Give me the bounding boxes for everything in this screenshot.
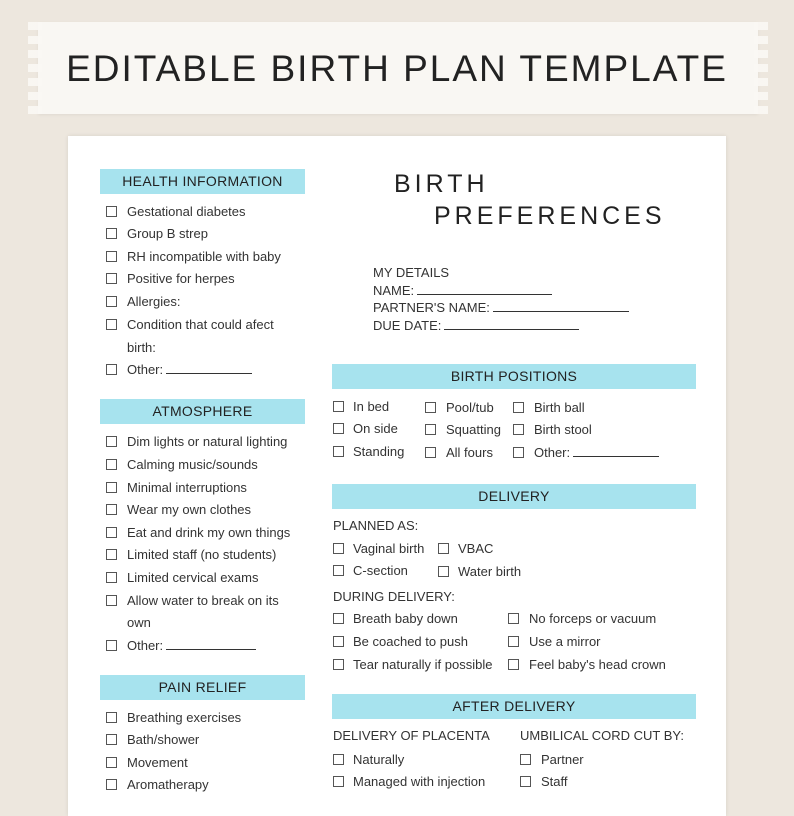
checkbox[interactable] [106, 482, 117, 493]
health-other-line [166, 372, 252, 374]
health-item: Allergies: [127, 294, 181, 309]
position-item: On side [353, 421, 398, 436]
checkbox[interactable] [508, 636, 519, 647]
placenta-item: Managed with injection [353, 774, 486, 789]
due-date-label: DUE DATE: [373, 318, 442, 333]
during-item: Breath baby down [353, 611, 458, 626]
checkbox[interactable] [106, 228, 117, 239]
planned-item: Water birth [458, 564, 522, 579]
name-line [417, 293, 552, 295]
atmosphere-item-cont: own [127, 615, 151, 630]
atmosphere-item: Wear my own clothes [127, 502, 252, 517]
pain-relief-header: PAIN RELIEF [100, 675, 305, 700]
partner-label: PARTNER'S NAME: [373, 300, 490, 315]
checkbox[interactable] [106, 640, 117, 651]
checkbox[interactable] [106, 273, 117, 284]
checkbox[interactable] [520, 754, 531, 765]
due-date-field[interactable] [373, 318, 579, 333]
cord-item: Partner [541, 752, 584, 767]
during-item: Feel baby's head crown [529, 657, 666, 672]
health-item: RH incompatible with baby [127, 249, 281, 264]
planned-item: Vaginal birth [353, 541, 425, 556]
checkbox[interactable] [438, 543, 449, 554]
health-other-label: Other: [127, 362, 164, 377]
checkbox[interactable] [106, 779, 117, 790]
atmosphere-other-label: Other: [127, 638, 164, 653]
checkbox[interactable] [333, 565, 344, 576]
checkbox[interactable] [425, 447, 436, 458]
my-details-heading: MY DETAILS [373, 265, 450, 280]
position-item: Birth stool [534, 422, 592, 437]
checkbox[interactable] [106, 459, 117, 470]
checkbox[interactable] [513, 424, 524, 435]
planned-item: VBAC [458, 541, 494, 556]
during-delivery-label: DURING DELIVERY: [333, 589, 455, 604]
doc-title-line1: BIRTH [394, 170, 489, 198]
checkbox[interactable] [106, 527, 117, 538]
checkbox[interactable] [425, 402, 436, 413]
health-item: Group B strep [127, 226, 208, 241]
checkbox[interactable] [106, 572, 117, 583]
name-label: NAME: [373, 283, 415, 298]
checkbox[interactable] [333, 636, 344, 647]
checkbox[interactable] [513, 447, 524, 458]
checkbox[interactable] [106, 364, 117, 375]
atmosphere-item: Limited staff (no students) [127, 547, 277, 562]
delivery-header: DELIVERY [332, 484, 696, 509]
checkbox[interactable] [333, 543, 344, 554]
atmosphere-other-field[interactable] [127, 638, 256, 653]
checkbox[interactable] [508, 659, 519, 670]
position-item: Squatting [446, 422, 501, 437]
pain-item: Breathing exercises [127, 710, 242, 725]
checkbox[interactable] [106, 549, 117, 560]
after-delivery-header: AFTER DELIVERY [332, 694, 696, 719]
checkbox[interactable] [333, 776, 344, 787]
cord-item: Staff [541, 774, 568, 789]
pain-item: Movement [127, 755, 188, 770]
health-item-cont: birth: [127, 340, 156, 355]
name-field[interactable] [373, 283, 552, 298]
placenta-label: DELIVERY OF PLACENTA [333, 728, 490, 743]
planned-as-label: PLANNED AS: [333, 518, 419, 533]
during-item: Tear naturally if possible [353, 657, 493, 672]
doc-title-line2: PREFERENCES [434, 202, 666, 230]
checkbox[interactable] [106, 251, 117, 262]
atmosphere-item: Dim lights or natural lighting [127, 434, 288, 449]
position-item: In bed [353, 399, 390, 414]
checkbox[interactable] [106, 504, 117, 515]
checkbox[interactable] [333, 754, 344, 765]
atmosphere-item: Limited cervical exams [127, 570, 259, 585]
banner-title: EDITABLE BIRTH PLAN TEMPLATE [66, 48, 728, 89]
partner-field[interactable] [373, 300, 629, 315]
position-item: Standing [353, 444, 405, 459]
checkbox[interactable] [106, 734, 117, 745]
position-item: Pool/tub [446, 400, 494, 415]
health-item: Positive for herpes [127, 271, 235, 286]
during-item: No forceps or vacuum [529, 611, 657, 626]
position-item: All fours [446, 445, 493, 460]
atmosphere-item: Eat and drink my own things [127, 525, 291, 540]
checkbox[interactable] [508, 613, 519, 624]
checkbox[interactable] [333, 613, 344, 624]
checkbox[interactable] [333, 423, 344, 434]
health-item: Condition that could afect [127, 317, 274, 332]
partner-line [493, 310, 629, 312]
atmosphere-item: Minimal interruptions [127, 480, 247, 495]
checkbox[interactable] [438, 566, 449, 577]
planned-item: C-section [353, 563, 408, 578]
position-other-line [573, 455, 659, 457]
checkbox[interactable] [106, 595, 117, 606]
due-date-line [444, 328, 579, 330]
birth-positions-header: BIRTH POSITIONS [332, 364, 696, 389]
checkbox[interactable] [520, 776, 531, 787]
checkbox[interactable] [333, 401, 344, 412]
pain-item: Bath/shower [127, 732, 200, 747]
during-item: Use a mirror [529, 634, 601, 649]
placenta-item: Naturally [353, 752, 405, 767]
checkbox[interactable] [106, 436, 117, 447]
checkbox[interactable] [106, 296, 117, 307]
cord-label: UMBILICAL CORD CUT BY: [520, 728, 684, 743]
health-item: Gestational diabetes [127, 204, 246, 219]
during-item: Be coached to push [353, 634, 468, 649]
position-item: Birth ball [534, 400, 585, 415]
checkbox[interactable] [106, 206, 117, 217]
atmosphere-item: Allow water to break on its [127, 593, 279, 608]
pain-item: Aromatherapy [127, 777, 209, 792]
position-other-field[interactable] [534, 445, 659, 460]
checkbox[interactable] [106, 319, 117, 330]
checkbox[interactable] [106, 757, 117, 768]
checkbox[interactable] [425, 424, 436, 435]
health-header: HEALTH INFORMATION [100, 169, 305, 194]
atmosphere-header: ATMOSPHERE [100, 399, 305, 424]
birth-plan-page [68, 136, 726, 816]
atmosphere-other-line [166, 648, 256, 650]
health-other-field[interactable] [127, 362, 252, 377]
checkbox[interactable] [513, 402, 524, 413]
atmosphere-item: Calming music/sounds [127, 457, 258, 472]
checkbox[interactable] [106, 712, 117, 723]
checkbox[interactable] [333, 659, 344, 670]
checkbox[interactable] [333, 446, 344, 457]
position-other-label: Other: [534, 445, 571, 460]
